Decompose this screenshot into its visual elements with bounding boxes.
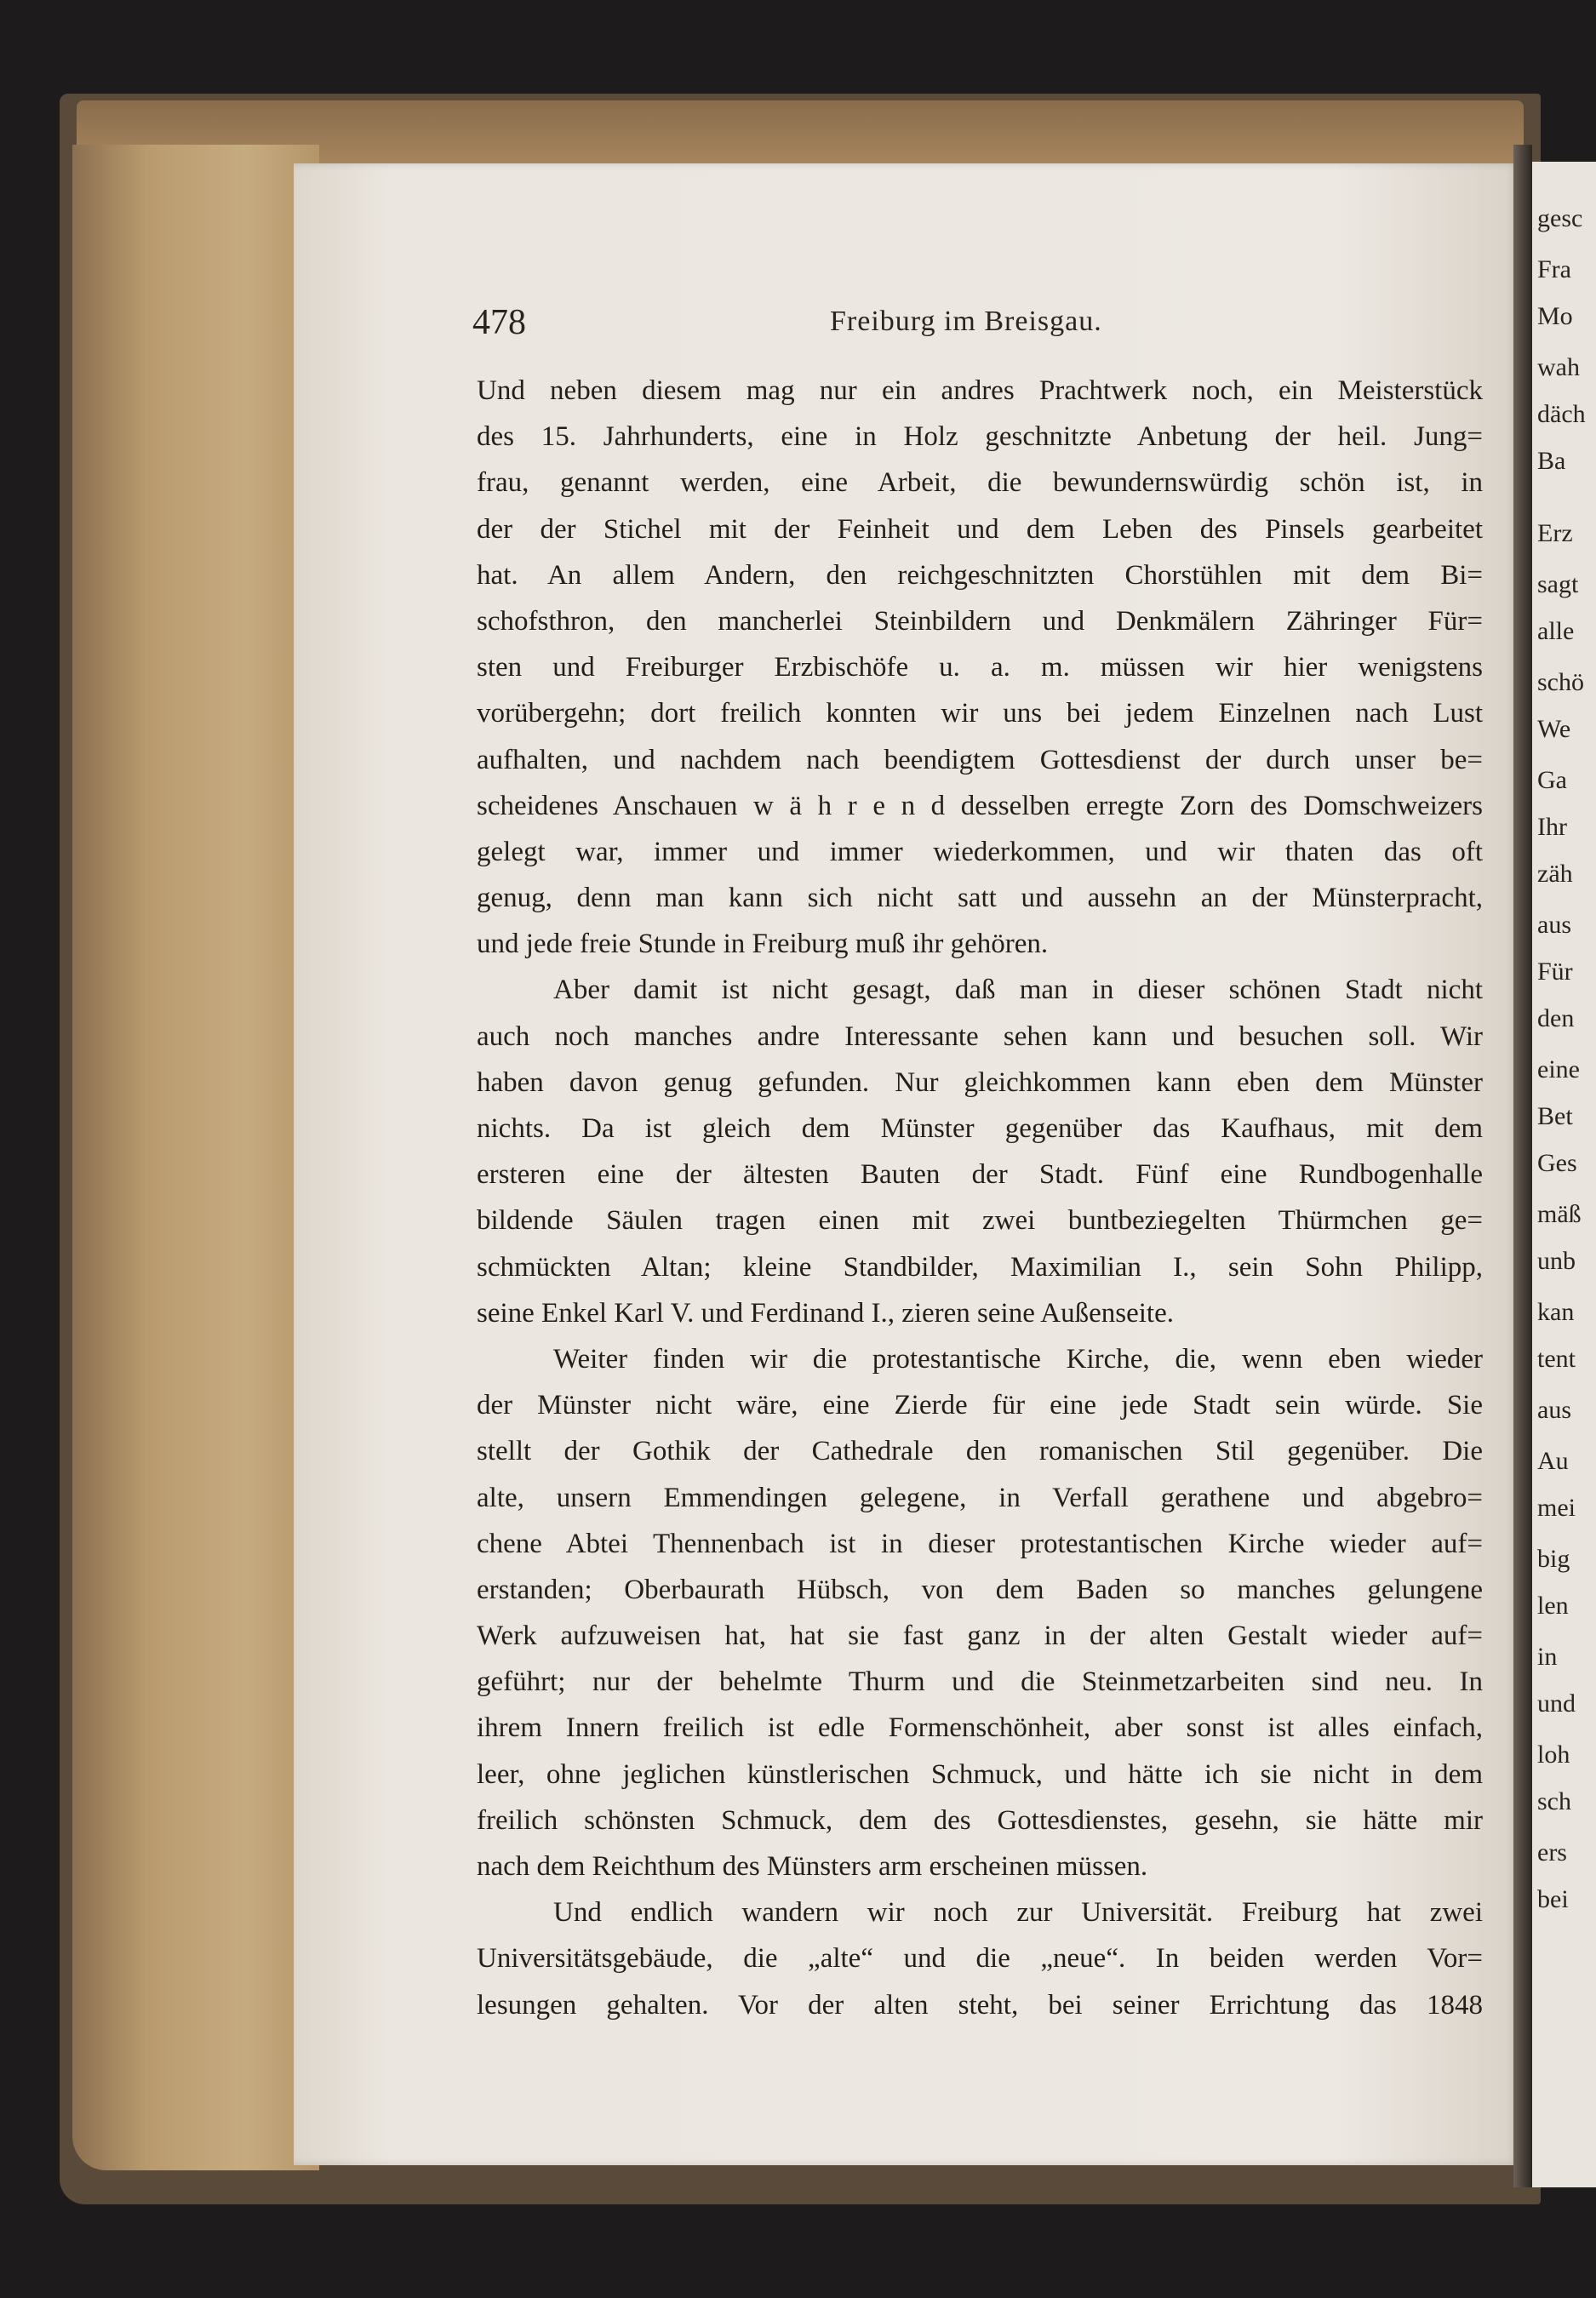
text-line: alte, unsern Emmendingen gelegene, in Verfall gerathene und abgebro= bbox=[477, 1482, 1483, 1513]
next-page-fragment: Ba bbox=[1537, 447, 1566, 475]
text-line: schmückten Altan; kleine Standbilder, Maximilian I., sein Sohn Philipp, bbox=[477, 1251, 1483, 1283]
page-number: 478 bbox=[472, 303, 526, 342]
text-line: frau, genannt werden, eine Arbeit, die bewundernswürdig schön ist, in bbox=[477, 467, 1483, 499]
text-line: stellt der Gothik der Cathedrale den romanischen Stil gegenüber. Die bbox=[477, 1436, 1483, 1467]
next-page-fragment: We bbox=[1537, 715, 1571, 743]
book-gutter bbox=[1513, 145, 1532, 2187]
next-page-fragment: big bbox=[1537, 1545, 1570, 1573]
text-line: haben davon genug gefunden. Nur gleichkommen kann eben dem Münster bbox=[477, 1066, 1483, 1098]
text-line: vorübergehn; dort freilich konnten wir uns bei jedem Einzelnen nach Lust bbox=[477, 698, 1483, 729]
next-page-fragment: Ga bbox=[1537, 766, 1567, 794]
text-line: auch noch manches andre Interessante sehen kann und besuchen soll. Wir bbox=[477, 1020, 1483, 1052]
text-line: erstanden; Oberbaurath Hübsch, von dem Baden so manches gelungene bbox=[477, 1574, 1483, 1605]
next-page-fragment: aus bbox=[1537, 1396, 1571, 1424]
next-page-fragment: däch bbox=[1537, 400, 1586, 428]
next-page-fragment: wah bbox=[1537, 353, 1580, 381]
next-page-fragment: schö bbox=[1537, 668, 1584, 696]
text-line: hat. An allem Andern, den reichgeschnitzten Chorstühlen mit dem Bi= bbox=[477, 559, 1483, 591]
next-page-fragment: Ihr bbox=[1537, 813, 1567, 841]
text-line: freilich schönsten Schmuck, dem des Gottesdienstes, gesehn, sie hätte mir bbox=[477, 1804, 1483, 1836]
next-page-fragment: unb bbox=[1537, 1247, 1576, 1275]
text-line: seine Enkel Karl V. und Ferdinand I., zieren seine Außenseite. bbox=[477, 1297, 1174, 1329]
next-page-fragment: zäh bbox=[1537, 860, 1573, 888]
page-header bbox=[472, 302, 1485, 353]
text-line: ersteren eine der ältesten Bauten der Stadt. Fünf eine Rundbogenhalle bbox=[477, 1159, 1483, 1191]
next-page-fragment: mäß bbox=[1537, 1200, 1582, 1228]
book-fore-edge bbox=[72, 145, 319, 2170]
text-line: der Münster nicht wäre, eine Zierde für eine jede Stadt sein würde. Sie bbox=[477, 1390, 1483, 1421]
next-page-fragment: Mo bbox=[1537, 302, 1573, 330]
text-line: genug, denn man kann sich nicht satt und aussehn an der Münsterpracht, bbox=[477, 883, 1483, 914]
next-page-fragment: und bbox=[1537, 1689, 1576, 1718]
next-page-fragment: alle bbox=[1537, 617, 1575, 645]
next-page-fragment: eine bbox=[1537, 1055, 1580, 1083]
text-line: nach dem Reichthum des Münsters arm erscheinen müssen. bbox=[477, 1851, 1148, 1882]
next-page-fragment: den bbox=[1537, 1004, 1575, 1032]
next-page-fragment: len bbox=[1537, 1592, 1569, 1620]
text-line: Aber damit ist nicht gesagt, daß man in dieser schönen Stadt nicht bbox=[553, 975, 1483, 1006]
next-page-fragment: sch bbox=[1537, 1787, 1571, 1815]
next-page-fragment: Erz bbox=[1537, 519, 1573, 547]
next-page-fragment: aus bbox=[1537, 911, 1571, 939]
text-line: bildende Säulen tragen einen mit zwei buntbeziegelten Thürmchen ge= bbox=[477, 1205, 1483, 1237]
text-line: Und neben diesem mag nur ein andres Prachtwerk noch, ein Meisterstück bbox=[477, 375, 1483, 406]
next-page-fragment: Au bbox=[1537, 1447, 1569, 1475]
next-page-fragment: Für bbox=[1537, 958, 1573, 986]
text-line: des 15. Jahrhunderts, eine in Holz geschnitzte Anbetung der heil. Jung= bbox=[477, 421, 1483, 453]
text-line: chene Abtei Thennenbach ist in dieser protestantischen Kirche wieder auf= bbox=[477, 1528, 1483, 1559]
next-page-fragment: Fra bbox=[1537, 255, 1571, 283]
text-line: der der Stichel mit der Feinheit und dem Leben des Pinsels gearbeitet bbox=[477, 513, 1483, 545]
next-page-fragment: gesc bbox=[1537, 204, 1583, 232]
next-page-fragment: in bbox=[1537, 1643, 1558, 1671]
next-page-fragment: ers bbox=[1537, 1838, 1567, 1866]
next-page-fragment: Ges bbox=[1537, 1149, 1577, 1177]
text-line: Weiter finden wir die protestantische Kirche, die, wenn eben wieder bbox=[553, 1343, 1483, 1375]
text-line: scheidenes Anschauen w ä h r e n d desselben erregte Zorn des Domschweizers bbox=[477, 790, 1483, 821]
next-page-fragment: tent bbox=[1537, 1345, 1576, 1373]
text-line: geführt; nur der behelmte Thurm und die Steinmetzarbeiten sind neu. In bbox=[477, 1666, 1483, 1698]
next-page-fragment: Bet bbox=[1537, 1102, 1573, 1130]
next-page-fragment: loh bbox=[1537, 1741, 1570, 1769]
text-line: leer, ohne jeglichen künstlerischen Schmuck, und hätte ich sie nicht in dem bbox=[477, 1758, 1483, 1790]
next-page-fragment: sagt bbox=[1537, 570, 1579, 598]
text-line: Und endlich wandern wir noch zur Universität. Freiburg hat zwei bbox=[553, 1897, 1483, 1929]
next-page-fragment: kan bbox=[1537, 1298, 1575, 1326]
text-line: nichts. Da ist gleich dem Münster gegenüber das Kaufhaus, mit dem bbox=[477, 1113, 1483, 1144]
text-line: schofsthron, den mancherlei Steinbildern und Denkmälern Zähringer Für= bbox=[477, 605, 1483, 637]
text-line: gelegt war, immer und immer wiederkommen, und wir thaten das oft bbox=[477, 836, 1483, 867]
text-line: Universitätsgebäude, die „alte“ und die „neue“. In beiden werden Vor= bbox=[477, 1943, 1483, 1975]
text-line: und jede freie Stunde in Freiburg muß ihr gehören. bbox=[477, 929, 1049, 960]
running-head: Freiburg im Breisgau. bbox=[830, 306, 1102, 337]
text-line: lesungen gehalten. Vor der alten steht, bei seiner Errichtung das 1848 bbox=[477, 1989, 1483, 2021]
text-line: ihrem Innern freilich ist edle Formenschönheit, aber sonst ist alles einfach, bbox=[477, 1712, 1483, 1744]
text-line: sten und Freiburger Erzbischöfe u. a. m. müssen wir hier wenigstens bbox=[477, 652, 1483, 683]
text-line: aufhalten, und nachdem nach beendigtem Gottesdienst der durch unser be= bbox=[477, 744, 1483, 775]
body-text bbox=[477, 368, 1483, 2028]
next-page-edge bbox=[1532, 162, 1596, 2187]
next-page-fragment: bei bbox=[1537, 1885, 1569, 1913]
next-page-fragment: mei bbox=[1537, 1494, 1576, 1522]
text-line: Werk aufzuweisen hat, hat sie fast ganz in der alten Gestalt wieder auf= bbox=[477, 1621, 1483, 1652]
